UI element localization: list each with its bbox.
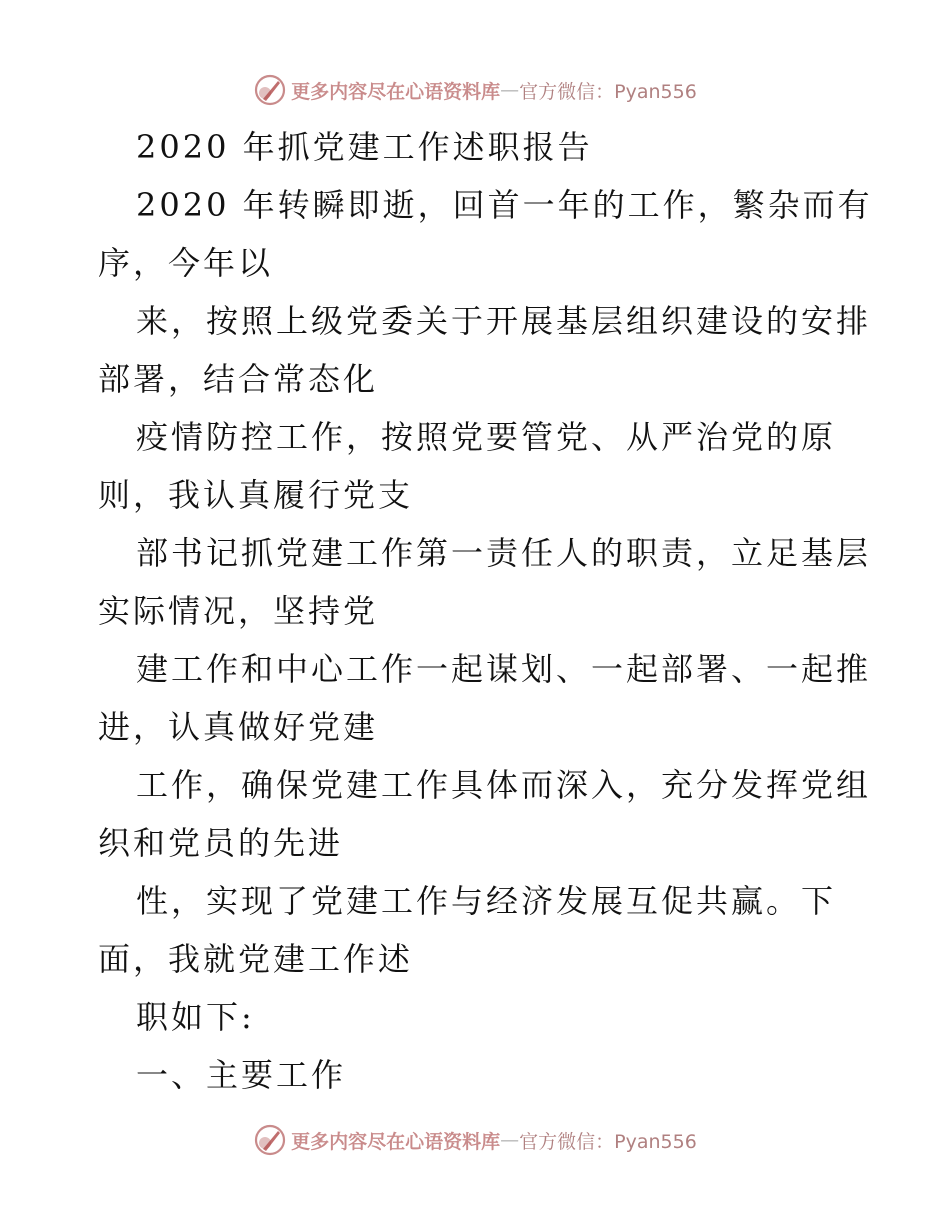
text-line: 部书记抓党建工作第一责任人的职责，立足基层 bbox=[136, 534, 872, 572]
section-heading: 一、主要工作 bbox=[136, 1056, 347, 1094]
document-title: 2020 年抓党建工作述职报告 bbox=[136, 128, 593, 166]
header-watermark-banner bbox=[0, 70, 950, 110]
banner-dash: — bbox=[500, 79, 520, 101]
text-line: 职如下: bbox=[136, 998, 255, 1036]
text-line: 2020 年转瞬即逝，回首一年的工作，繁杂而有 bbox=[136, 186, 873, 224]
banner-main-text: 更多内容尽在心语资料库 bbox=[291, 80, 501, 103]
text-line: 工作，确保党建工作具体而深入，充分发挥党组 bbox=[136, 766, 872, 804]
banner-wechat-text: 官方微信：Pyan556 bbox=[519, 80, 697, 103]
banner-wechat-text: 官方微信：Pyan556 bbox=[519, 1130, 697, 1153]
quill-logo-icon bbox=[253, 1123, 287, 1157]
text-line: 性，实现了党建工作与经济发展互促共赢。下 bbox=[136, 882, 837, 920]
banner-main-text: 更多内容尽在心语资料库 bbox=[291, 1130, 501, 1153]
quill-logo-icon bbox=[253, 73, 287, 107]
text-line: 序，今年以 bbox=[98, 244, 274, 282]
banner-dash: — bbox=[500, 1129, 520, 1151]
text-line: 则，我认真履行党支 bbox=[98, 476, 414, 514]
document-body bbox=[98, 118, 873, 1104]
text-line: 建工作和中心工作一起谋划、一起部署、一起推 bbox=[136, 650, 872, 688]
text-line: 面，我就党建工作述 bbox=[98, 940, 414, 978]
text-line: 进，认真做好党建 bbox=[98, 708, 379, 746]
text-line: 部署，结合常态化 bbox=[98, 360, 379, 398]
footer-watermark-banner bbox=[0, 1120, 950, 1160]
text-line: 织和党员的先进 bbox=[98, 824, 344, 862]
text-line: 来，按照上级党委关于开展基层组织建设的安排 bbox=[136, 302, 872, 340]
text-line: 实际情况，坚持党 bbox=[98, 592, 379, 630]
text-line: 疫情防控工作，按照党要管党、从严治党的原 bbox=[136, 418, 837, 456]
